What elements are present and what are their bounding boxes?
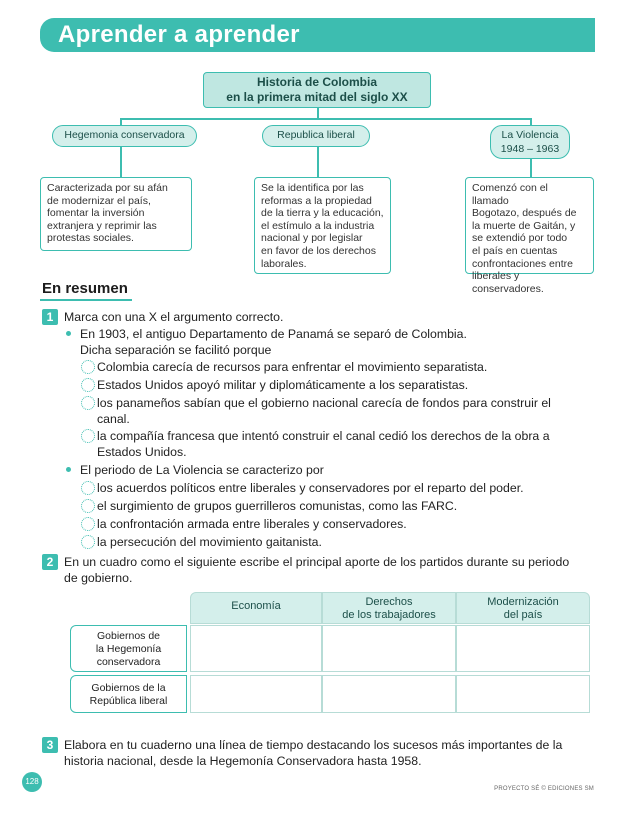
- banner-title: Aprender a aprender: [58, 21, 300, 48]
- question-2-line1: En un cuadro como el siguiente escribe el principal aporte de los partidos durante su periodo: [64, 555, 570, 569]
- connector-desc-left: [120, 147, 122, 177]
- bullet-1: [66, 331, 71, 336]
- question-1-instruction: Marca con una X el argumento correcto.: [64, 310, 284, 324]
- q1-option-4-cont: Estados Unidos.: [97, 445, 187, 459]
- branch-violencia: La Violencia 1948 – 1963: [490, 125, 570, 159]
- q1-option-4-checkbox[interactable]: [81, 429, 95, 443]
- branch-republica: Republica liberal: [262, 125, 370, 147]
- question-2-number: 2: [42, 554, 58, 570]
- connector-desc-mid: [317, 147, 319, 177]
- question-2-line2: de gobierno.: [64, 571, 133, 585]
- row-label-hegemonia: Gobiernos de la Hegemonía conservadora: [70, 625, 187, 672]
- concept-central: [203, 72, 431, 108]
- q1-option-3-checkbox[interactable]: [81, 396, 95, 410]
- q1-stem2: El periodo de La Violencia se caracterizo por: [80, 463, 324, 477]
- q1-option-2-checkbox[interactable]: [81, 378, 95, 392]
- q1-option-1-checkbox[interactable]: [81, 360, 95, 374]
- col-header-derechos: Derechos de los trabajadores: [322, 592, 456, 624]
- question-3-line2: historia nacional, desde la Hegemonía Conservadora hasta 1958.: [64, 754, 422, 768]
- q1-option-1: Colombia carecía de recursos para enfrentar el movimiento separatista.: [97, 360, 488, 374]
- question-3-line1: Elabora en tu cuaderno una línea de tiempo destacando los sucesos más importantes de la: [64, 738, 563, 752]
- q1-b-option-3-checkbox[interactable]: [81, 517, 95, 531]
- summary-title: En resumen: [42, 280, 128, 297]
- cell-hegemonia-economia[interactable]: [190, 625, 322, 672]
- desc-republica: Se la identifica por las reformas a la propiedad de la tierra y la educación, el estímulo a la industria nacional y por legislar en favor de los derechos laborales.: [254, 177, 391, 274]
- q1-b-option-4-checkbox[interactable]: [81, 535, 95, 549]
- summary-underline: [40, 299, 132, 301]
- q1-option-4: la compañía francesa que intentó construir el canal cedió los derechos de la obra a: [97, 429, 550, 443]
- section-banner: [40, 18, 595, 52]
- col-header-economia: Economía: [190, 592, 322, 624]
- question-1-number: 1: [42, 309, 58, 325]
- q1-b-option-2-checkbox[interactable]: [81, 499, 95, 513]
- connector-horizontal: [120, 118, 530, 120]
- central-line-1: Historia de Colombia: [256, 75, 378, 89]
- central-line-2: en la primera mitad del siglo XX: [226, 90, 408, 104]
- publisher-credit: PROYECTO SÉ © EDICIONES SM: [494, 786, 594, 792]
- cell-hegemonia-modernizacion[interactable]: [456, 625, 590, 672]
- cell-republica-economia[interactable]: [190, 675, 322, 713]
- cell-republica-modernizacion[interactable]: [456, 675, 590, 713]
- question-3-number: 3: [42, 737, 58, 753]
- cell-hegemonia-derechos[interactable]: [322, 625, 456, 672]
- q1-option-3-cont: canal.: [97, 412, 130, 426]
- q1-b-option-3: la confrontación armada entre liberales y conservadores.: [97, 517, 407, 531]
- q1-b-option-1-checkbox[interactable]: [81, 481, 95, 495]
- q1-b-option-4: la persecución del movimiento gaitanista.: [97, 535, 322, 549]
- col-header-modernizacion: Modernización del país: [456, 592, 590, 624]
- q1-option-3: los panameños sabían que el gobierno nacional carecía de fondos para construir el: [97, 396, 551, 410]
- q1-b-option-2: el surgimiento de grupos guerrilleros comunistas, como las FARC.: [97, 499, 458, 513]
- bullet-2: [66, 467, 71, 472]
- row-label-republica: Gobiernos de la República liberal: [70, 675, 187, 713]
- q1-option-2: Estados Unidos apoyó militar y diplomáticamente a los separatistas.: [97, 378, 469, 392]
- connector-desc-right: [530, 159, 532, 177]
- q1-b-option-1: los acuerdos políticos entre liberales y conservadores por el reparto del poder.: [97, 481, 524, 495]
- desc-hegemonia: Caracterizada por su afán de modernizar el país, fomentar la inversión extranjera y reprimir las protestas sociales.: [40, 177, 192, 251]
- branch-hegemonia: Hegemonia conservadora: [52, 125, 197, 147]
- q1-stem1-line2: Dicha separación se facilitó porque: [80, 343, 272, 357]
- cell-republica-derechos[interactable]: [322, 675, 456, 713]
- q1-stem1-line1: En 1903, el antiguo Departamento de Panamá se separó de Colombia.: [80, 327, 467, 341]
- page-number: 128: [22, 772, 42, 792]
- desc-violencia: Comenzó con el llamado Bogotazo, después de la muerte de Gaitán, y se extendió por todo el país en cuentas confrontaciones entre liberales y conservadores.: [465, 177, 594, 274]
